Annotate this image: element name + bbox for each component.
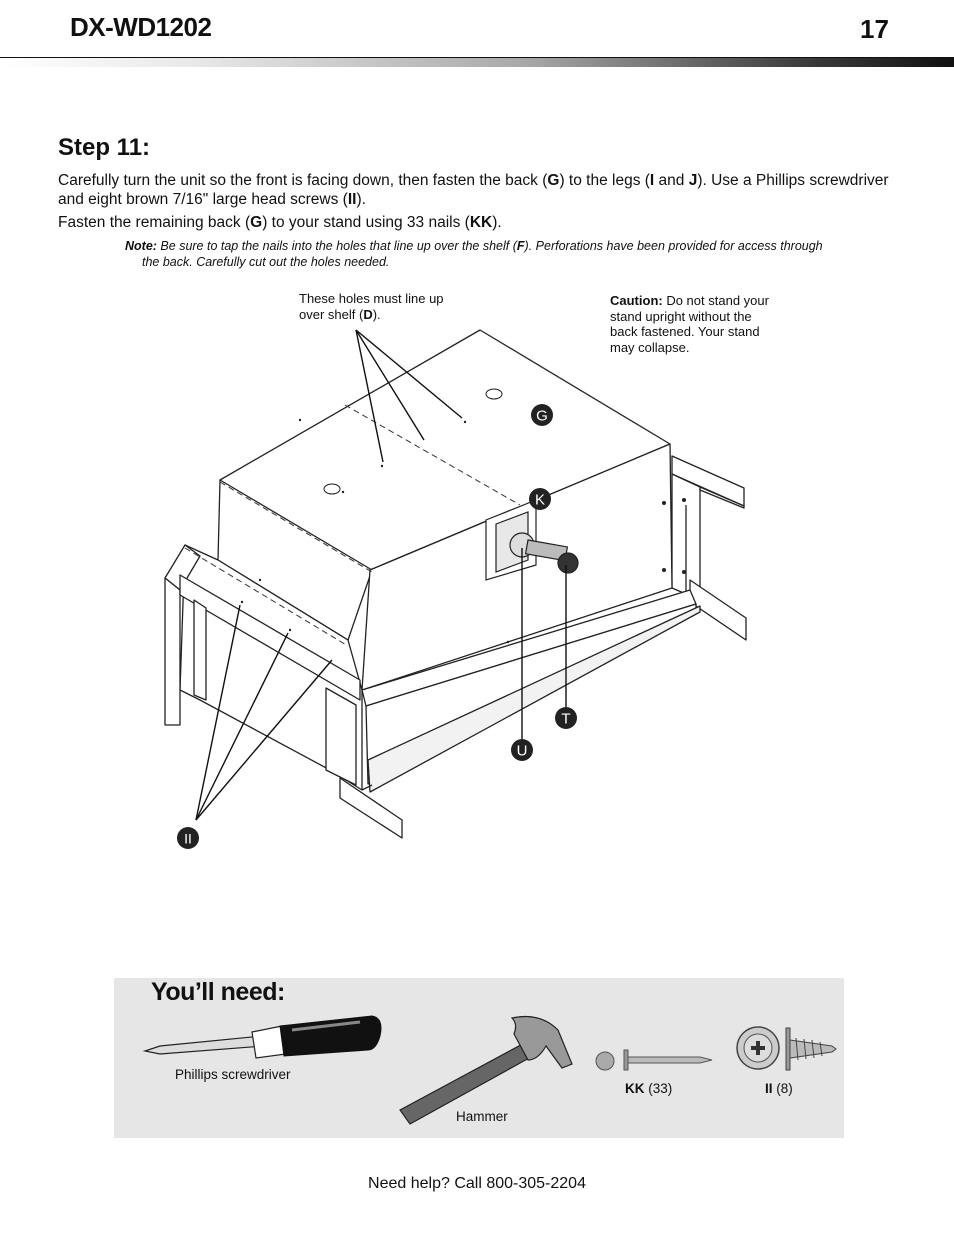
screwdriver-label: Phillips screwdriver — [175, 1067, 291, 1082]
help-footer: Need help? Call 800-305-2204 — [368, 1175, 586, 1192]
part-ii-label: II — [184, 830, 192, 847]
caution-callout: Caution: Do not stand your stand upright without the back fastened. Your stand may collapse. — [610, 293, 769, 355]
screws-label: II (8) — [765, 1081, 793, 1096]
nail-icon — [596, 1050, 712, 1070]
assembly-diagram — [150, 282, 760, 862]
step-instruction-1: Carefully turn the unit so the front is facing down, then fasten the back (G) to the legs (I and J). Use a Phillips screwdriver and eight brown 7/16" large head screws (II). — [58, 172, 889, 208]
step-title: Step 11: — [58, 134, 151, 161]
screwdriver-icon — [145, 1016, 381, 1058]
part-k-label: K — [534, 491, 546, 509]
hammer-label: Hammer — [456, 1109, 508, 1124]
hammer-icon — [400, 1017, 572, 1125]
part-t-label: T — [561, 710, 571, 728]
header-gradient-bar — [0, 57, 954, 67]
screw-icon — [737, 1027, 836, 1070]
tools-needed-title: You’ll need: — [151, 978, 285, 1006]
part-g-label: G — [536, 407, 548, 425]
model-number: DX-WD1202 — [70, 12, 212, 42]
page-number: 17 — [860, 14, 889, 44]
part-u-label: U — [516, 742, 528, 760]
step-instruction-2: Fasten the remaining back (G) to your stand using 33 nails (KK). — [58, 214, 502, 231]
nails-label: KK (33) — [625, 1081, 673, 1096]
holes-callout: These holes must line up over shelf (D). — [299, 291, 444, 322]
step-note: Note: Be sure to tap the nails into the holes that line up over the shelf (F). Perforations have been provided for access through the back. Carefully cut out the holes needed. — [125, 239, 823, 269]
